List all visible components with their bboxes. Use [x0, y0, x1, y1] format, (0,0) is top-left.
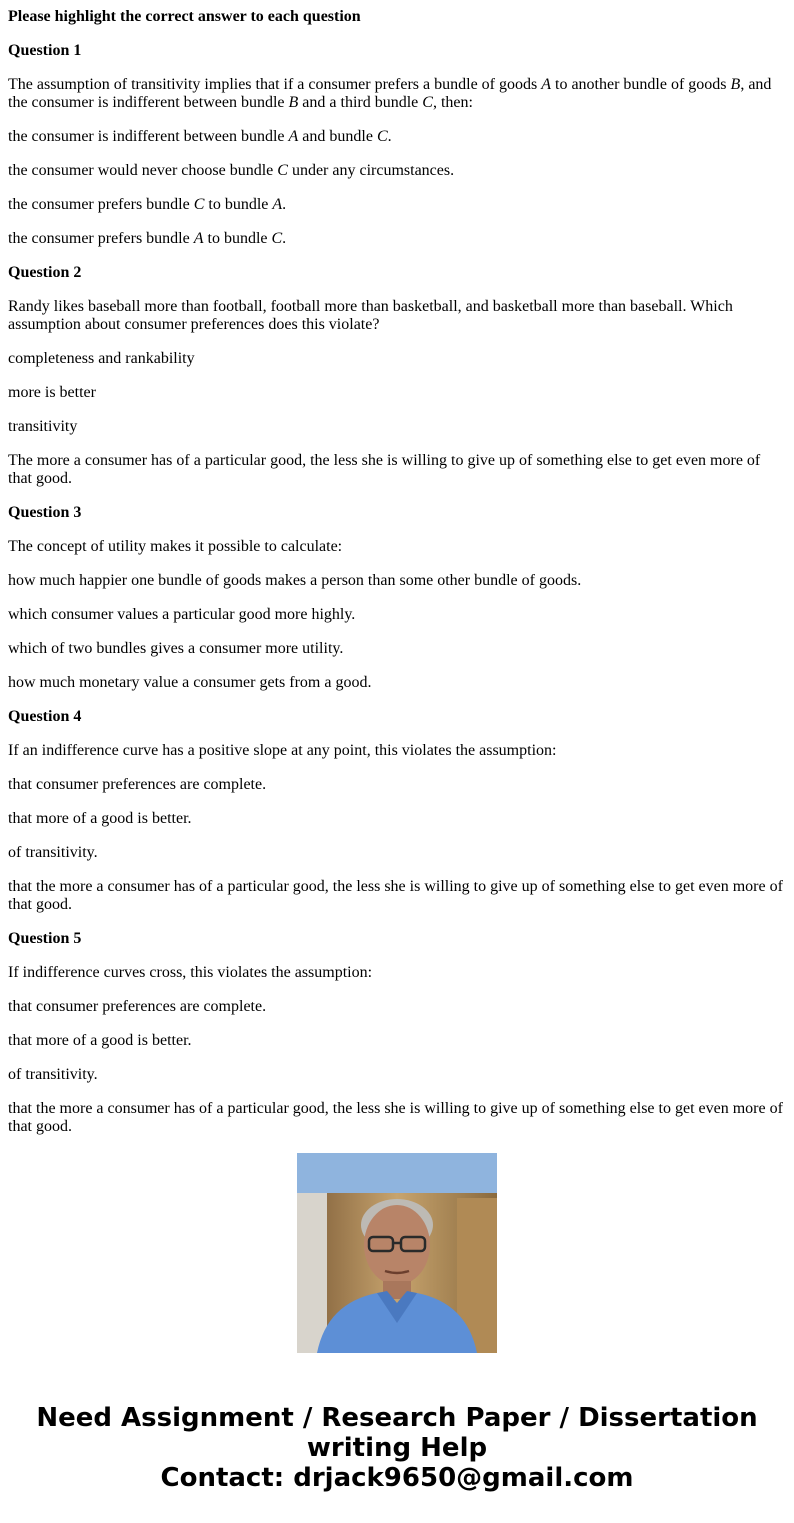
variable-label: C	[422, 94, 433, 111]
text-run: under any circumstances.	[287, 162, 455, 179]
answer-option[interactable]	[8, 1100, 786, 1136]
text-run: transitivity	[8, 418, 78, 435]
text-run: .	[282, 230, 287, 247]
text-run: Randy likes baseball more than football, football more than basketball, and basketball more than baseball. Which assumption about consumer preferences does this violate?	[8, 298, 733, 333]
person-photo-icon	[297, 1153, 497, 1353]
text-run: how much happier one bundle of goods makes a person than some other bundle of goods.	[8, 572, 582, 589]
text-run: , and the consumer is indifferent between bundle	[8, 76, 772, 111]
answer-option[interactable]	[8, 1066, 786, 1084]
question-title: Question 3	[8, 504, 82, 521]
variable-label: A	[193, 230, 204, 247]
answer-option[interactable]	[8, 196, 786, 214]
variable-label: C	[277, 162, 288, 179]
question-prompt	[8, 298, 786, 334]
text-run: to another bundle of goods	[551, 76, 731, 93]
answer-option[interactable]	[8, 350, 786, 368]
answer-option[interactable]	[8, 162, 786, 180]
answer-option[interactable]	[8, 674, 786, 692]
variable-label: B	[730, 76, 741, 93]
text-run: The concept of utility makes it possible to calculate:	[8, 538, 343, 555]
answer-option[interactable]	[8, 572, 786, 590]
text-run: that the more a consumer has of a particular good, the less she is willing to give up of something else to get even more of that good.	[8, 878, 783, 913]
text-run: that the more a consumer has of a particular good, the less she is willing to give up of something else to get even more of that good.	[8, 1100, 783, 1135]
variable-label: A	[288, 128, 299, 145]
promo-contact-link[interactable]: Contact: drjack9650@gmail.com	[160, 1463, 634, 1493]
answer-option[interactable]	[8, 776, 786, 794]
text-run: which consumer values a particular good more highly.	[8, 606, 356, 623]
text-run: If an indifference curve has a positive slope at any point, this violates the assumption:	[8, 742, 557, 759]
text-run: .	[282, 196, 287, 213]
answer-option[interactable]	[8, 1032, 786, 1050]
question-title: Question 2	[8, 264, 82, 281]
answer-option[interactable]	[8, 230, 786, 248]
answer-option[interactable]	[8, 844, 786, 862]
text-run: the consumer prefers bundle	[8, 196, 194, 213]
answer-option[interactable]	[8, 452, 786, 488]
question-document	[8, 8, 786, 1135]
text-run: which of two bundles gives a consumer more utility.	[8, 640, 344, 657]
question-list	[8, 42, 786, 1136]
text-run: If indifference curves cross, this violates the assumption:	[8, 964, 373, 981]
answer-option[interactable]	[8, 998, 786, 1016]
question-prompt	[8, 964, 786, 982]
variable-label: C	[193, 196, 205, 213]
variable-label: A	[541, 76, 551, 93]
text-run: and bundle	[298, 128, 377, 145]
text-run: to bundle	[204, 196, 273, 213]
promo-section	[0, 1153, 794, 1493]
text-run: , then:	[432, 94, 473, 111]
text-run: the consumer prefers bundle	[8, 230, 194, 247]
text-run: The more a consumer has of a particular good, the less she is willing to give up of something else to get even more of that good.	[8, 452, 761, 487]
text-run: that more of a good is better.	[8, 810, 192, 827]
text-run: how much monetary value a consumer gets from a good.	[8, 674, 372, 691]
text-run: of transitivity.	[8, 844, 98, 861]
answer-option[interactable]	[8, 878, 786, 914]
answer-option[interactable]	[8, 418, 786, 436]
text-run: completeness and rankability	[8, 350, 195, 367]
text-run: the consumer would never choose bundle	[8, 162, 278, 179]
promo-line-1: Need Assignment / Research Paper / Dissertation	[36, 1403, 758, 1433]
answer-option[interactable]	[8, 810, 786, 828]
text-run: that more of a good is better.	[8, 1032, 192, 1049]
question-prompt	[8, 76, 786, 112]
question-title: Question 1	[8, 42, 82, 59]
question-title: Question 5	[8, 930, 82, 947]
question-prompt	[8, 742, 786, 760]
answer-option[interactable]	[8, 128, 786, 146]
text-run: The assumption of transitivity implies that if a consumer prefers a bundle of goods	[8, 76, 542, 93]
text-run: the consumer is indifferent between bundle	[8, 128, 289, 145]
answer-option[interactable]	[8, 606, 786, 624]
text-run: and a third bundle	[298, 94, 423, 111]
instruction-heading: Please highlight the correct answer to each question	[8, 8, 361, 25]
variable-label: C	[376, 128, 388, 145]
text-run: that consumer preferences are complete.	[8, 776, 267, 793]
answer-option[interactable]	[8, 384, 786, 402]
variable-label: B	[288, 94, 299, 111]
promo-line-2: writing Help	[306, 1433, 488, 1463]
answer-option[interactable]	[8, 640, 786, 658]
question-prompt	[8, 538, 786, 556]
text-run: more is better	[8, 384, 96, 401]
variable-label: A	[272, 196, 283, 213]
promo-text	[0, 1403, 794, 1493]
text-run: .	[387, 128, 392, 145]
text-run: that consumer preferences are complete.	[8, 998, 267, 1015]
avatar	[297, 1153, 497, 1353]
question-title: Question 4	[8, 708, 82, 725]
text-run: to bundle	[203, 230, 272, 247]
text-run: of transitivity.	[8, 1066, 98, 1083]
variable-label: C	[271, 230, 283, 247]
